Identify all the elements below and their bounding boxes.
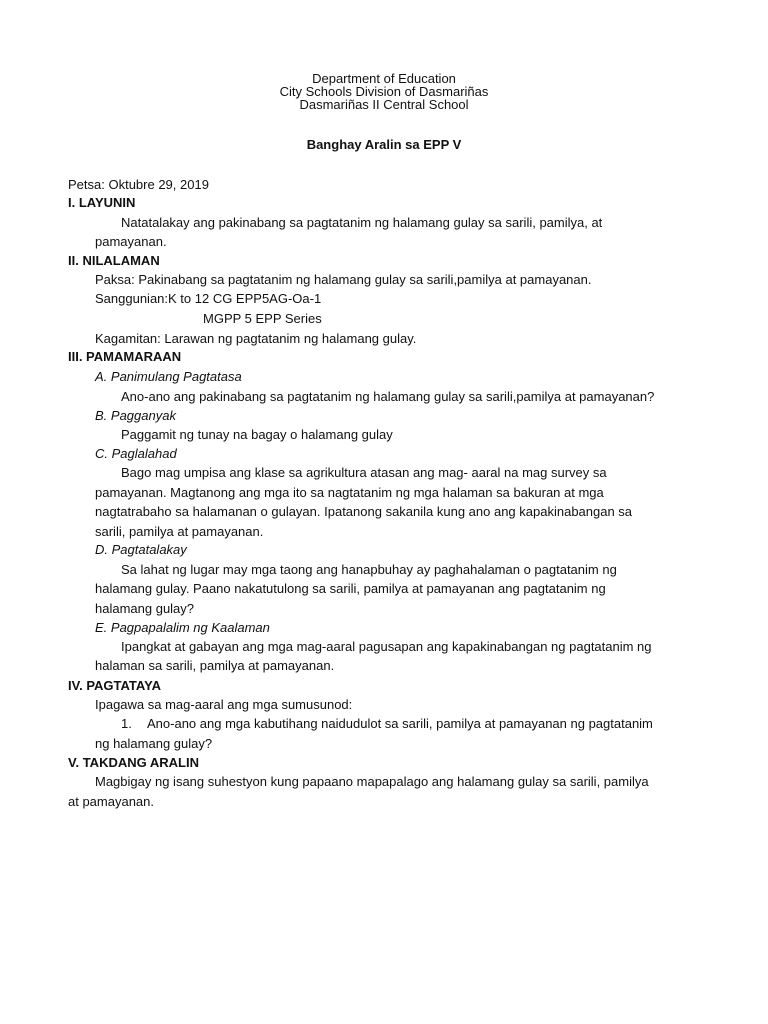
header-division: City Schools Division of Dasmariñas [279,84,489,99]
pamamaraan-text-line: nagtatrabaho sa halamanan o gulayan. Ipatanong sakanila kung ano ang kapakinabangan sa [95,504,633,519]
header-school: Dasmariñas II Central School [299,97,469,112]
pagtataya-text-line: Ipagawa sa mag-aaral ang mga sumusunod: [95,697,353,712]
list-item-text: Ano-ano ang mga kabutihang naidudulot sa sarili, pamilya at pamayanan ng pagtatanim [147,716,653,731]
sanggunian-line: Sanggunian:K to 12 CG EPP5AG-Oa-1 [95,291,322,306]
list-item-text: ng halamang gulay? [95,736,213,751]
date-line: Petsa: Oktubre 29, 2019 [68,177,209,192]
subheading-pagpapalalim: E. Pagpapalalim ng Kaalaman [95,620,270,635]
pamamaraan-text-line: halaman sa sarili, pamilya at pamayanan. [95,658,335,673]
layunin-text-line: pamayanan. [95,234,167,249]
pamamaraan-text-line: Paggamit ng tunay na bagay o halamang gulay [121,427,393,442]
pamamaraan-text-line: Sa lahat ng lugar may mga taong ang hanapbuhay ay paghahalaman o pagtatanim ng [121,562,617,577]
section-heading-layunin: I. LAYUNIN [68,195,136,210]
pamamaraan-text-line: pamayanan. Magtanong ang mga ito sa nagtatanim ng mga halaman sa bakuran at mga [95,485,604,500]
subheading-pagganyak: B. Pagganyak [95,408,176,423]
pamamaraan-text-line: sarili, pamilya at pamayanan. [95,524,264,539]
pamamaraan-text-line: halamang gulay? [95,601,195,616]
section-heading-nilalaman: II. NILALAMAN [68,253,160,268]
section-heading-pamamaraan: III. PAMAMARAAN [68,349,182,364]
pamamaraan-text-line: halamang gulay. Paano nakatutulong sa sarili, pamilya at pamayanan ang pagtatanim ng [95,581,606,596]
subheading-pagtatalakay: D. Pagtatalakay [95,542,187,557]
header-department: Department of Education [312,71,456,86]
paksa-line: Paksa: Pakinabang sa pagtatanim ng halamang gulay sa sarili,pamilya at pamayanan. [95,272,592,287]
page-title: Banghay Aralin sa EPP V [306,137,462,152]
sanggunian-line-2: MGPP 5 EPP Series [203,311,322,326]
subheading-paglalahad: C. Paglalahad [95,446,177,461]
pamamaraan-text-line: Bago mag umpisa ang klase sa agrikultura atasan ang mag- aaral na mag survey sa [121,465,607,480]
takdang-aralin-text-line: at pamayanan. [68,794,155,809]
takdang-aralin-text-line: Magbigay ng isang suhestyon kung papaano mapapalago ang halamang gulay sa sarili, pamilya [95,774,649,789]
subheading-panimulang-pagtatasa: A. Panimulang Pagtatasa [95,369,242,384]
layunin-text-line: Natatalakay ang pakinabang sa pagtatanim ng halamang gulay sa sarili, pamilya, at [121,215,603,230]
section-heading-takdang-aralin: V. TAKDANG ARALIN [68,755,199,770]
pamamaraan-text-line: Ipangkat at gabayan ang mga mag-aaral pagusapan ang kapakinabangan ng pagtatanim ng [121,639,652,654]
list-item-number: 1. [121,716,132,731]
kagamitan-line: Kagamitan: Larawan ng pagtatanim ng halamang gulay. [95,331,417,346]
pamamaraan-text-line: Ano-ano ang pakinabang sa pagtatanim ng halamang gulay sa sarili,pamilya at pamayanan? [121,389,655,404]
section-heading-pagtataya: IV. PAGTATAYA [68,678,161,693]
